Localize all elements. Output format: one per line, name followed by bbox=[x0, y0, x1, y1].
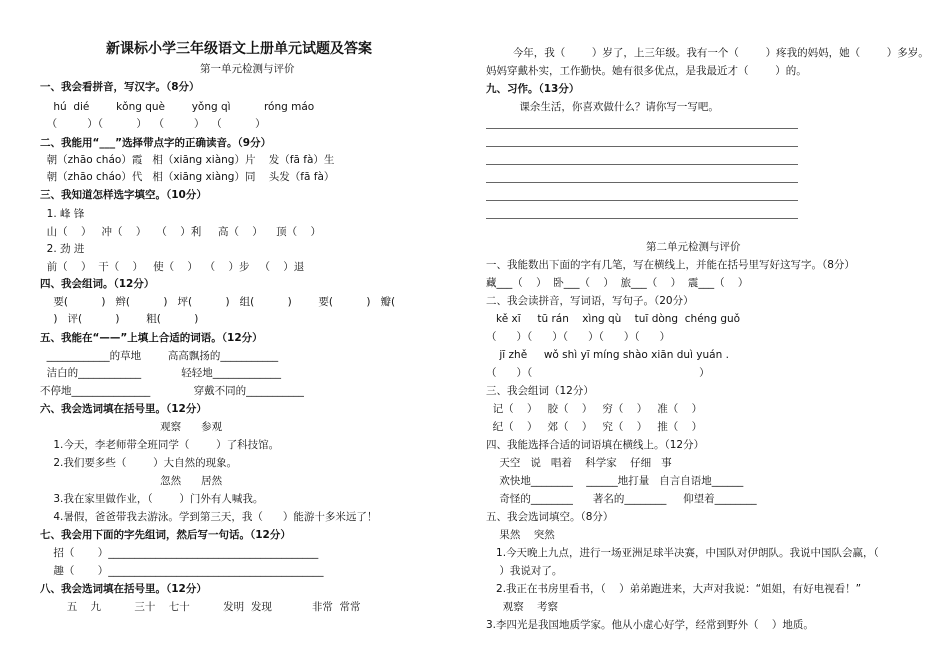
writing-line bbox=[486, 182, 798, 183]
u2-q4-words: 天空 说 唱着 科学家 仔细 事 bbox=[486, 457, 672, 469]
q3-line-2: 前（ ） 干（ ） 使（ ） （ ）步 （ ）退 bbox=[40, 261, 305, 273]
u2-q1-items: 藏___（ ） 卧___（ ） 旅___（ ） 震___（ ） bbox=[486, 277, 749, 289]
q4-line-1: 要( ) 辫( ) 坪( ) 组( ) 要( ) 瓣( bbox=[40, 296, 396, 308]
q1-heading: 一、我会看拼音，写汉字。（8分） bbox=[40, 81, 200, 93]
u2-q2-blanks-1: （ ）（ ）（ ）（ ）（ ） bbox=[486, 331, 671, 343]
u2-q5-options-2: 观察 考察 bbox=[486, 601, 559, 613]
q2-line-1: 朝（zhāo cháo）霞 相（xiāng xiàng）片 发（fā fà）生 bbox=[40, 154, 335, 166]
q7-line-1: 招（ ）________________________________________ bbox=[40, 547, 319, 559]
writing-line bbox=[486, 200, 798, 201]
q6-options-1: 观察 参观 bbox=[40, 421, 223, 433]
q4-heading: 四、我会组词。（12分） bbox=[40, 278, 155, 290]
u2-q1-heading: 一、我能数出下面的字有几笔，写在横线上，并能在括号里写好这写字。（8分） bbox=[486, 259, 855, 271]
q5-line-2: 洁白的____________ 轻轻地_____________ bbox=[40, 367, 281, 379]
u2-q2-blanks-2: （ ）（ ） bbox=[486, 367, 710, 379]
u2-q5-options-1: 果然 突然 bbox=[486, 529, 555, 541]
q9-heading: 九、习作。（13分） bbox=[486, 83, 580, 95]
q9-prompt: 课余生活，你喜欢做什么？请你写一写吧。 bbox=[486, 101, 719, 113]
q5-line-1: ____________的草地 高高飘扬的___________ bbox=[40, 350, 279, 362]
q8-options: 五 九 三十 七十 发明 发现 非常 常常 bbox=[40, 601, 361, 613]
u2-q4-line-1: 欢快地________ ______地打量 自言自语地______ bbox=[486, 475, 744, 487]
q1-pinyin: hú dié kǒng què yǒng qì róng máo bbox=[40, 101, 315, 113]
u2-q5-item-3: 3.李四光是我国地质学家。他从小虚心好学，经常到野外（ ）地质。 bbox=[486, 619, 814, 631]
q3-line-1: 山（ ） 冲（ ） （ ）利 高（ ） 顶（ ） bbox=[40, 226, 321, 238]
q1-blanks: （ ）（ ） （ ） （ ） bbox=[40, 118, 266, 130]
q5-heading: 五、我能在“——”上填上合适的词语。（12分） bbox=[40, 332, 263, 344]
q3-heading: 三、我知道怎样选字填空。（10分） bbox=[40, 189, 207, 201]
q3-sub-2: 2. 劲 进 bbox=[40, 243, 85, 255]
q7-heading: 七、我会用下面的字先组词，然后写一句话。（12分） bbox=[40, 529, 291, 541]
unit1-title: 第一单元检测与评价 bbox=[200, 63, 295, 75]
writing-line bbox=[486, 164, 798, 165]
u2-q4-line-2: 奇怪的________ 著名的________ 仰望着________ bbox=[486, 493, 757, 505]
passage-line-2: 妈妈穿戴朴实，工作勤快。她有很多优点，是我最近才（ ）的。 bbox=[486, 65, 807, 77]
document-title: 新课标小学三年级语文上册单元试题及答案 bbox=[106, 41, 372, 57]
q6-item-4: 4.暑假，爸爸带我去游泳。学到第三天，我（ ）能游十多米远了！ bbox=[40, 511, 378, 523]
u2-q5-heading: 五、我会选词填空。（8分） bbox=[486, 511, 614, 523]
u2-q3-line-1: 记（ ） 胶（ ） 穷（ ） 准（ ） bbox=[486, 403, 703, 415]
passage-line-1: 今年，我（ ）岁了，上三年级。我有一个（ ）疼我的妈妈，她（ ）多岁。 bbox=[486, 47, 929, 59]
u2-q5-item-1-cont: ）我说对了。 bbox=[486, 565, 563, 577]
q6-item-3: 3.我在家里做作业，（ ）门外有人喊我。 bbox=[40, 493, 264, 505]
u2-q2-pinyin-2: jī zhě wǒ shì yī míng shào xiān duì yuán . bbox=[486, 349, 729, 361]
q6-options-2: 忽然 居然 bbox=[40, 475, 223, 487]
q2-heading: 二、我能用“___”选择带点字的正确读音。（9分） bbox=[40, 137, 272, 149]
q3-sub-1: 1. 峰 锋 bbox=[40, 208, 85, 220]
q7-line-2: 趣（ ）_________________________________________ bbox=[40, 565, 324, 577]
writing-line bbox=[486, 218, 798, 219]
u2-q3-line-2: 纪（ ） 郊（ ） 究（ ） 推（ ） bbox=[486, 421, 703, 433]
q6-item-2: 2.我们要多些（ ）大自然的现象。 bbox=[40, 457, 238, 469]
u2-q2-pinyin-1: kě xī tū rán xìng qù tuī dòng chéng guǒ bbox=[486, 313, 741, 325]
writing-line bbox=[486, 146, 798, 147]
q2-line-2: 朝（zhāo cháo）代 相（xiāng xiàng）同 头发（fā fà） bbox=[40, 171, 335, 183]
u2-q5-item-2: 2.我正在书房里看书，（ ）弟弟跑进来，大声对我说：“姐姐，有好电视看！” bbox=[486, 583, 862, 595]
writing-line bbox=[486, 128, 798, 129]
u2-q3-heading: 三、我会组词（12分） bbox=[486, 385, 594, 397]
q5-line-3: 不停地_______________ 穿戴不同的___________ bbox=[40, 385, 304, 397]
q8-heading: 八、我会选词填在括号里。（12分） bbox=[40, 583, 207, 595]
q4-line-2: ) 评( ) 粗( ) bbox=[40, 313, 199, 325]
q6-heading: 六、我会选词填在括号里。（12分） bbox=[40, 403, 207, 415]
u2-q5-item-1: 1.今天晚上九点，进行一场亚洲足球半决赛，中国队对伊朗队。我说中国队会赢，（ bbox=[486, 547, 879, 559]
u2-q2-heading: 二、我会读拼音，写词语，写句子。（20分） bbox=[486, 295, 694, 307]
q6-item-1: 1.今天，李老师带全班同学（ ）了科技馆。 bbox=[40, 439, 280, 451]
unit2-title: 第二单元检测与评价 bbox=[646, 241, 741, 253]
u2-q4-heading: 四、我能选择合适的词语填在横线上。（12分） bbox=[486, 439, 705, 451]
